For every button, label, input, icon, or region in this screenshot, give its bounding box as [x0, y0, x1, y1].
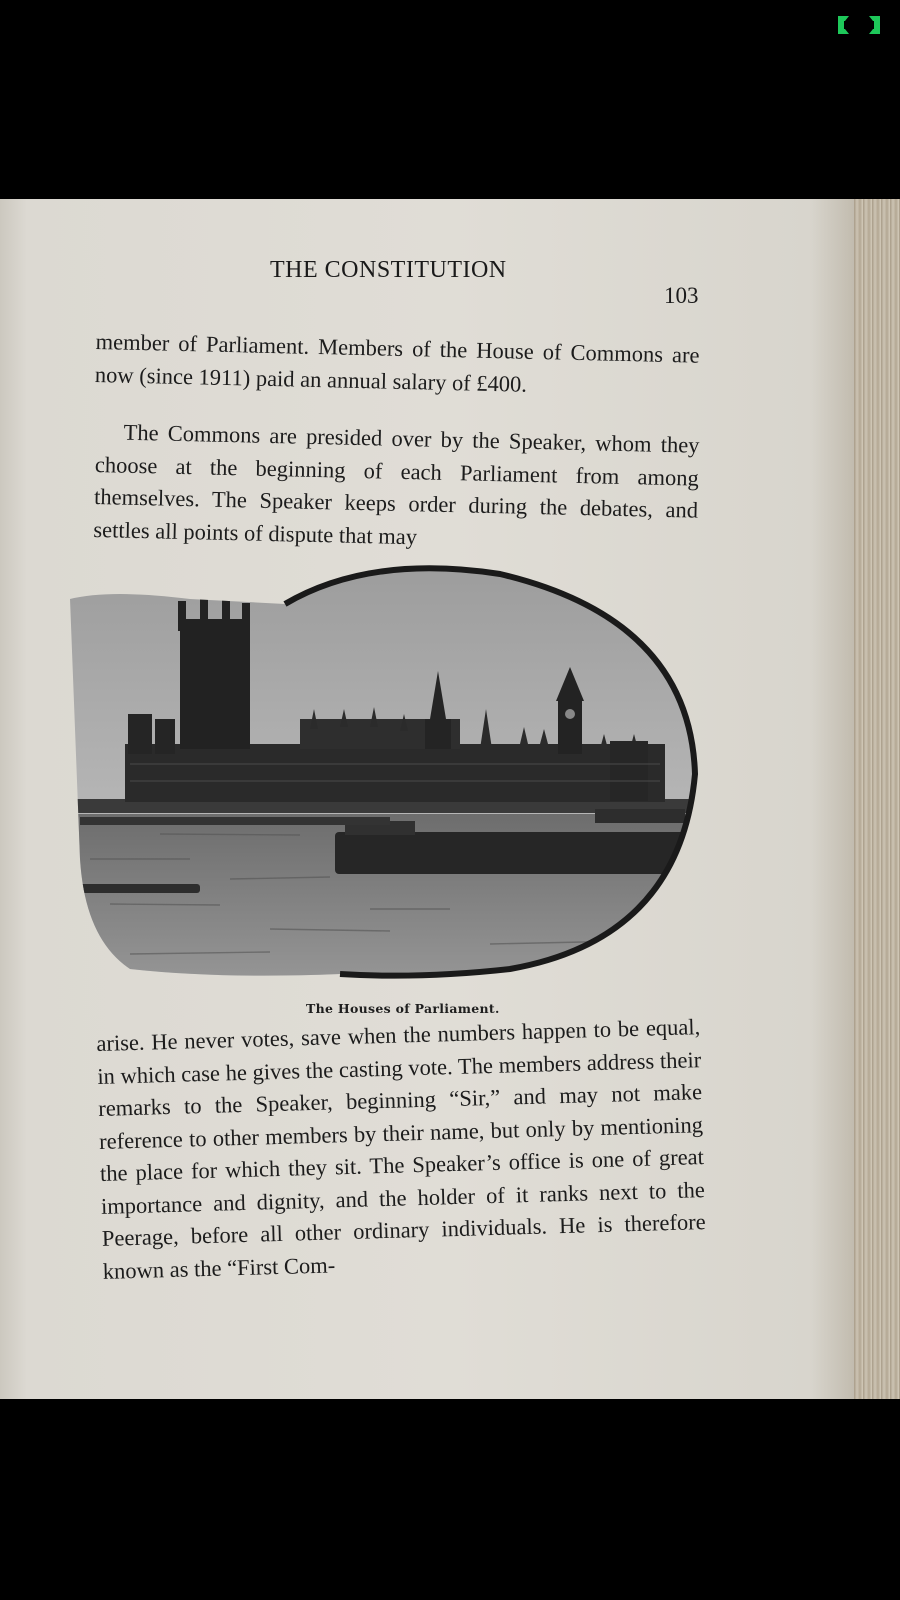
page-edges	[854, 199, 900, 1399]
houses-of-parliament-illustration	[70, 559, 720, 999]
running-head: THE CONSTITUTION	[270, 257, 507, 283]
book-page-photo	[0, 199, 900, 1399]
paragraph-1: member of Parliament. Members of the House of Commons are now (since 1911) paid an annual salary of £400.	[94, 328, 700, 397]
page-number: 103	[664, 283, 699, 308]
expand-corners-icon[interactable]	[836, 14, 882, 36]
paragraph-2: The Commons are presided over by the Speaker, whom they choose at the beginning of each Parliament from among themselves. The Speaker keeps order during the debates, and settles all points of dispute that may	[93, 419, 700, 549]
paragraph-3: arise. He never votes, save when the numbers happen to be equal, in which case he gives the casting vote. The members address their remarks to the Speaker, beginning “Sir,” and may not make reference to other members by their name, but only by mentioning the place for which they sit. The Speaker’s office is one of great importance and dignity, and the holder of it ranks next to the Peerage, before all other ordinary individuals. He is therefore known as the “First Com-	[96, 1014, 706, 1284]
figure-caption: The Houses of Parliament.	[306, 1001, 500, 1016]
